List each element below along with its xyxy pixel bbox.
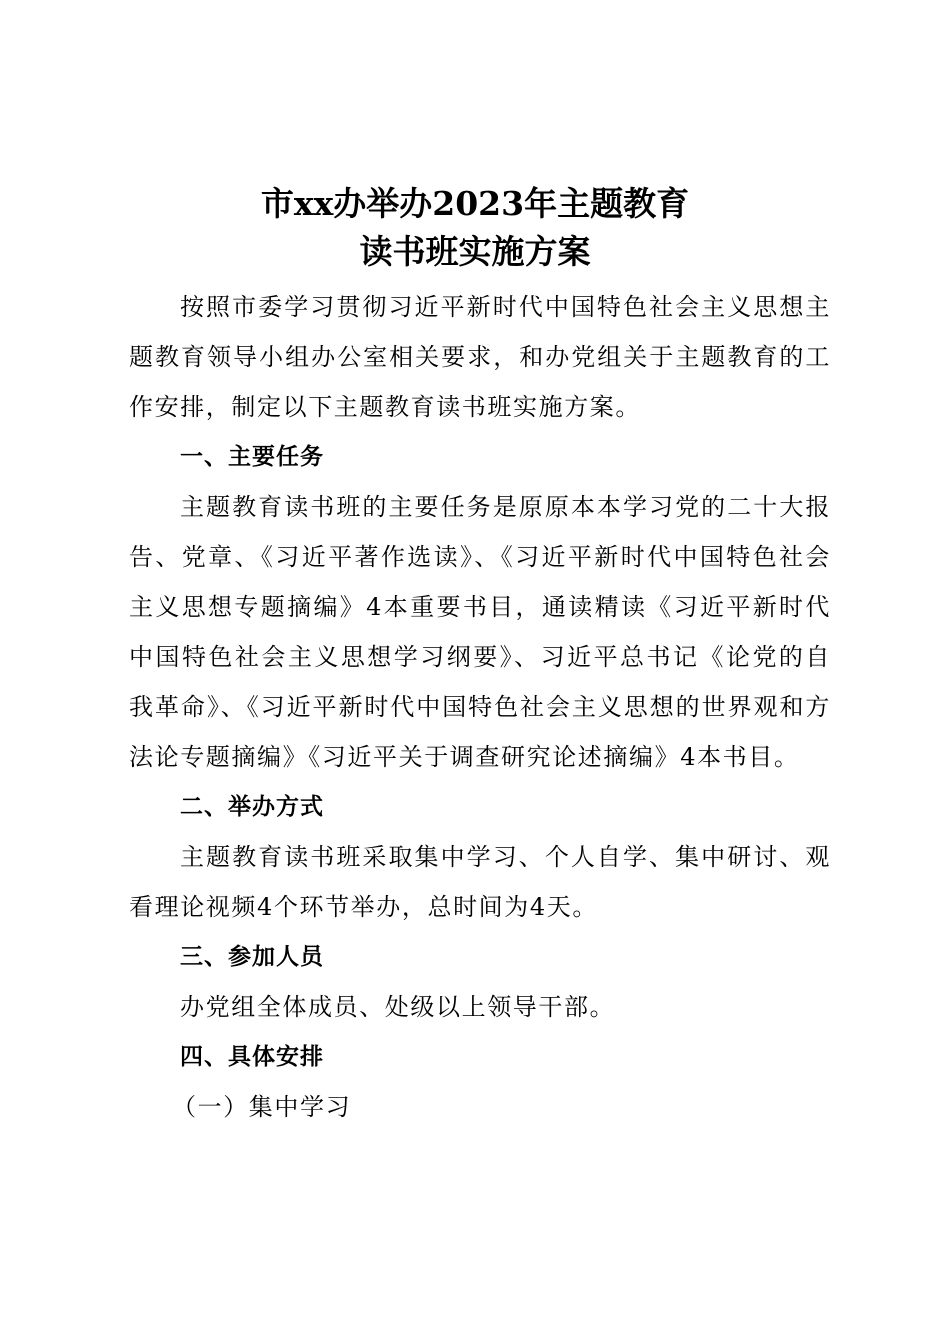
section-heading-participants: 三、参加人员 [180,944,324,970]
intro-paragraph: 按照市委学习贯彻习近平新时代中国特色社会主义思想主题教育领导小组办公室相关要求，和办党组关于主题教育的工作安排，制定以下主题教育读书班实施方案。 [129,293,831,421]
subsection-heading-centralized-study: （一）集中学习 [172,1093,352,1121]
section-body-main-tasks: 主题教育读书班的主要任务是原原本本学习党的二十大报告、党章、《习近平著作选读》、《习近平新时代中国特色社会主义思想专题摘编》4本重要书目，通读精读《习近平新时代中国特色社会主义思想学习纲要》、习近平总书记《论党的自我革命》、《习近平新时代中国特色社会主义思想的世界观和方法论专题摘编》《习近平关于调查研究论述摘编》4本书目。 [129,493,831,771]
section-body-format: 主题教育读书班采取集中学习、个人自学、集中研讨、观看理论视频4个环节举办，总时间为4天。 [129,843,831,921]
section-body-participants: 办党组全体成员、处级以上领导干部。 [180,993,616,1021]
section-heading-arrangements: 四、具体安排 [180,1044,324,1070]
section-heading-main-tasks: 一、主要任务 [180,444,324,470]
document-title-line-1: 市xx办举办2023年主题教育 [260,184,690,223]
document-body [129,282,831,1132]
document-title-line-2: 读书班实施方案 [359,232,591,271]
section-heading-format: 二、举办方式 [180,794,324,820]
